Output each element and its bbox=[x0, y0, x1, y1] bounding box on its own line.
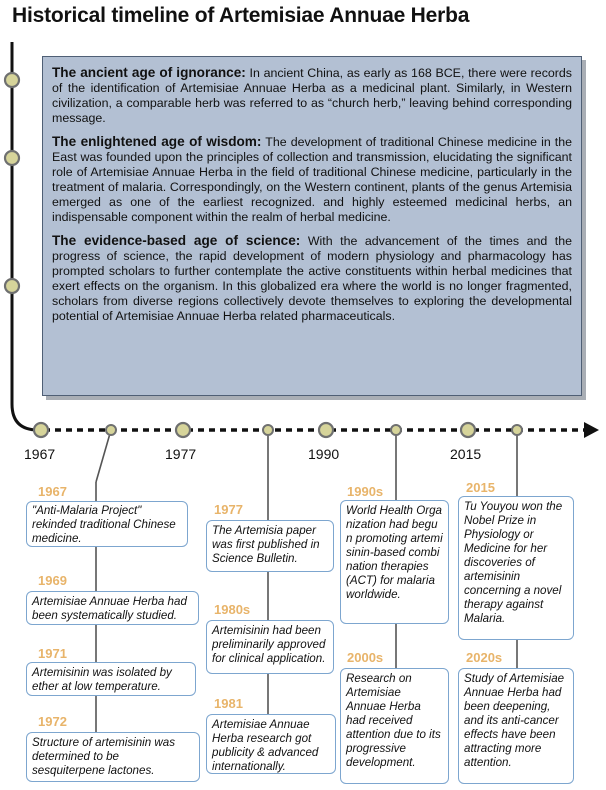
small-node-1 bbox=[106, 425, 116, 435]
axis-node-1967 bbox=[34, 423, 48, 437]
event-card-2020s bbox=[458, 668, 574, 784]
axis-node-1990 bbox=[319, 423, 333, 437]
age-enlightened bbox=[52, 134, 572, 225]
axis-node-2015 bbox=[461, 423, 475, 437]
age-heading: The evidence-based age of science: bbox=[52, 233, 301, 248]
event-text: World Health Organization had begun promoting artemisinin-based combination therapies (ACT) for malaria worldwide. bbox=[346, 504, 443, 601]
age-node-2 bbox=[5, 151, 19, 165]
event-text: Artemisinin was isolated by ether at low temperature. bbox=[32, 666, 172, 693]
event-card-2015 bbox=[458, 496, 574, 640]
event-text: Artemisinin had been preliminarily approved for clinical application. bbox=[212, 624, 326, 665]
event-text: "Anti-Malaria Project" rekinded traditional Chinese medicine. bbox=[32, 504, 176, 545]
axis-year-1977: 1977 bbox=[165, 446, 197, 462]
age-heading: The ancient age of ignorance: bbox=[52, 65, 246, 80]
event-text: Research on Artemisiae Annuae Herba had received attention due to its progressive development. bbox=[346, 672, 441, 769]
event-text: Artemisiae Annuae Herba research got publicity & advanced internationally. bbox=[212, 718, 319, 773]
event-year: 1977 bbox=[214, 502, 243, 517]
small-node-3 bbox=[391, 425, 401, 435]
left-timeline-line bbox=[12, 42, 44, 430]
ages-description-box bbox=[42, 56, 582, 396]
event-year: 1969 bbox=[38, 573, 67, 588]
event-year: 2015 bbox=[466, 480, 495, 495]
event-text: Study of Artemisiae Annuae Herba had been deepening, and its anti-cancer effects have been attracting more attention. bbox=[464, 672, 565, 769]
event-year: 1990s bbox=[347, 484, 384, 499]
age-text: The development of traditional Chinese medicine in the East was founded upon the principles of collection and transmission, elucidating the significant role of Artemisiae Annuae Herba in the field of traditional Chinese medicine, particularly in the treatment of malaria. Correspondingly, on the Western continent, plants of the genus Artemisia emerged as one of the earliest recognized. and highly esteemed medicinal herbs, an indispensable component within the realm of herbal medicine. bbox=[52, 135, 572, 224]
event-card-1980s bbox=[206, 620, 334, 674]
event-card-1977 bbox=[206, 520, 334, 572]
event-year: 1980s bbox=[214, 602, 251, 617]
page-title: Historical timeline of Artemisiae Annuae Herba bbox=[12, 4, 470, 27]
event-card-1972 bbox=[26, 732, 200, 782]
event-year: 2000s bbox=[347, 650, 384, 665]
event-text: The Artemisia paper was first published in Science Bulletin. bbox=[212, 524, 320, 565]
small-node-2 bbox=[263, 425, 273, 435]
axis-arrow-icon bbox=[584, 422, 599, 438]
small-node-4 bbox=[512, 425, 522, 435]
age-text: With the advancement of the times and the progress of science, the rapid development of modern physiology and pharmacology has prompted scholars to further contemplate the active constituents within herbal medicines that exert effects on the organism. In this globalized era where the world is no longer fragmented, scholars from diverse regions collectively devote themselves to exploring the developmental potential of Artemisiae Annuae Herba related pharmaceuticals. bbox=[52, 234, 573, 323]
age-heading: The enlightened age of wisdom: bbox=[52, 134, 262, 149]
age-node-3 bbox=[5, 279, 19, 293]
event-year: 1971 bbox=[38, 646, 67, 661]
axis-year-1967: 1967 bbox=[24, 446, 56, 462]
event-year: 2020s bbox=[466, 650, 503, 665]
axis-node-1977 bbox=[176, 423, 190, 437]
connector-1967 bbox=[96, 430, 111, 482]
event-year: 1967 bbox=[38, 484, 67, 499]
axis-year-1990: 1990 bbox=[308, 446, 340, 462]
event-text: Tu Youyou won the Nobel Prize in Physiology or Medicine for her discoveries of artemisinin concerning a novel therapy against Malaria. bbox=[464, 500, 563, 625]
age-node-1 bbox=[5, 73, 19, 87]
age-ancient bbox=[52, 65, 572, 126]
event-text: Artemisiae Annuae Herba had been systematically studied. bbox=[32, 595, 187, 622]
axis-year-2015: 2015 bbox=[450, 446, 482, 462]
event-card-1990s bbox=[340, 500, 449, 624]
event-year: 1981 bbox=[214, 696, 243, 711]
event-year: 1972 bbox=[38, 714, 67, 729]
event-card-1967 bbox=[26, 501, 188, 547]
event-card-1969 bbox=[26, 591, 199, 625]
event-card-1981 bbox=[206, 714, 336, 774]
event-card-2000s bbox=[340, 668, 449, 784]
event-text: Structure of artemisinin was determined to be sesquiterpene lactones. bbox=[32, 736, 176, 777]
age-evidence bbox=[52, 233, 572, 324]
age-text: In ancient China, as early as 168 BCE, there were records of the identification of Artemisiae Annuae Herba as a medicinal plant. Similarly, in Western civilization, a comparable herb was referred to as “church herb,” leaving behind corresponding message. bbox=[52, 66, 572, 125]
event-card-1971 bbox=[26, 662, 196, 696]
